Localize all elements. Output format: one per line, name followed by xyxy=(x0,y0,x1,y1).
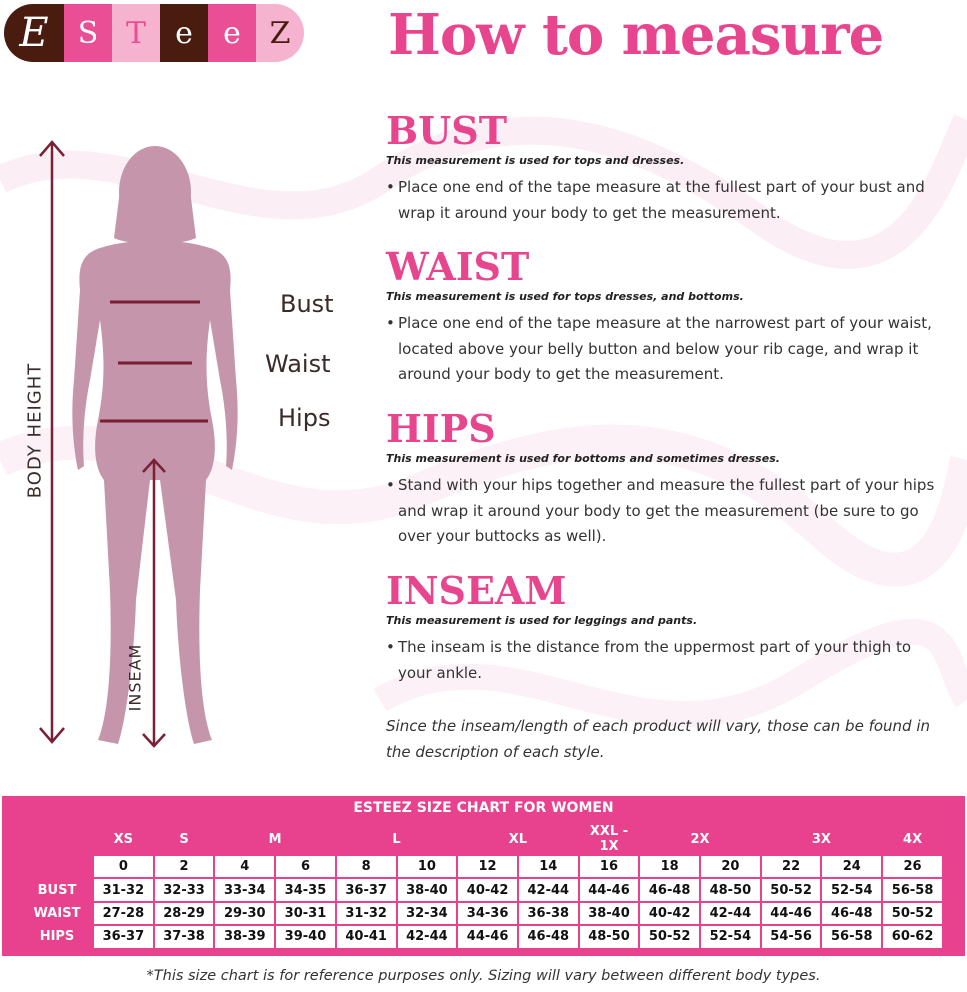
measurement-cell: 44-46 xyxy=(761,902,822,925)
bullet: • xyxy=(386,476,395,494)
logo-letter-t: T xyxy=(112,4,160,62)
numeric-size-cell: 22 xyxy=(761,855,822,878)
bust-label: Bust xyxy=(280,290,334,318)
measurement-cell: 56-58 xyxy=(882,878,943,901)
page-title: How to measure xyxy=(388,2,884,68)
measurement-cell: 28-29 xyxy=(154,902,215,925)
measurement-cell: 46-48 xyxy=(821,902,882,925)
logo-letter-z: Z xyxy=(256,4,304,62)
size-group-row xyxy=(21,823,943,855)
section-title: INSEAM xyxy=(386,568,567,613)
measurement-cell: 32-34 xyxy=(397,902,458,925)
size-group-header: XXL - 1X xyxy=(579,823,640,855)
size-group-header: XL xyxy=(457,823,578,855)
measurement-cell: 44-46 xyxy=(579,878,640,901)
table-row xyxy=(21,925,943,948)
measurement-cell: 30-31 xyxy=(275,902,336,925)
section-body: • The inseam is the distance from the uppermost part of your thigh to your ankle. xyxy=(386,635,946,686)
measurement-cell: 33-34 xyxy=(214,878,275,901)
numeric-size-cell: 26 xyxy=(882,855,943,878)
measurement-cell: 34-36 xyxy=(457,902,518,925)
measurement-cell: 39-40 xyxy=(275,925,336,948)
table-row xyxy=(21,878,943,901)
section-title: BUST xyxy=(386,108,507,153)
measurement-cell: 52-54 xyxy=(700,925,761,948)
bullet: • xyxy=(386,314,395,332)
measurement-cell: 50-52 xyxy=(639,925,700,948)
body-silhouette-figure xyxy=(0,130,360,770)
measurement-cell: 36-37 xyxy=(93,925,154,948)
section-subtitle: This measurement is used for tops and dresses. xyxy=(386,154,685,167)
measurement-cell: 36-38 xyxy=(518,902,579,925)
row-label: HIPS xyxy=(21,925,93,948)
logo-letter-s: S xyxy=(64,4,112,62)
size-table xyxy=(20,822,944,950)
numeric-size-cell: 10 xyxy=(397,855,458,878)
numeric-size-cell: 0 xyxy=(93,855,154,878)
measurement-cell: 38-40 xyxy=(397,878,458,901)
measurement-cell: 38-39 xyxy=(214,925,275,948)
measurement-cell: 40-41 xyxy=(336,925,397,948)
section-subtitle: This measurement is used for bottoms and sometimes dresses. xyxy=(386,452,780,465)
size-group-header: S xyxy=(154,823,215,855)
numeric-size-cell: 4 xyxy=(214,855,275,878)
row-label: WAIST xyxy=(21,902,93,925)
footnote: *This size chart is for reference purposes only. Sizing will vary between different body types. xyxy=(146,968,821,984)
hips-label: Hips xyxy=(278,404,331,432)
section-body: • Place one end of the tape measure at the narrowest part of your waist, located above your belly button and below your rib cage, and wrap it around your body to get the measurement. xyxy=(386,311,946,388)
inseam-section xyxy=(386,570,946,686)
measurement-cell: 37-38 xyxy=(154,925,215,948)
measurement-cell: 50-52 xyxy=(882,902,943,925)
numeric-size-cell: 8 xyxy=(336,855,397,878)
section-subtitle: This measurement is used for leggings and pants. xyxy=(386,614,698,627)
measurement-cell: 60-62 xyxy=(882,925,943,948)
row-label: BUST xyxy=(21,878,93,901)
table-row xyxy=(21,902,943,925)
numeric-size-cell: 20 xyxy=(700,855,761,878)
waist-label: Waist xyxy=(265,350,331,378)
measurement-cell: 46-48 xyxy=(518,925,579,948)
logo-letter-e3: e xyxy=(208,4,256,62)
numeric-size-cell: 16 xyxy=(579,855,640,878)
measurement-cell: 32-33 xyxy=(154,878,215,901)
size-group-header: 4X xyxy=(882,823,943,855)
measurement-cell: 40-42 xyxy=(639,902,700,925)
size-group-header: 3X xyxy=(761,823,882,855)
logo-letter-e2: e xyxy=(160,4,208,62)
measurement-cell: 52-54 xyxy=(821,878,882,901)
size-group-header: M xyxy=(214,823,335,855)
measurement-cell: 31-32 xyxy=(93,878,154,901)
measurement-cell: 50-52 xyxy=(761,878,822,901)
measurement-cell: 40-42 xyxy=(457,878,518,901)
inseam-label: INSEAM xyxy=(125,643,145,712)
measurement-cell: 48-50 xyxy=(700,878,761,901)
measurement-cell: 48-50 xyxy=(579,925,640,948)
size-chart-title: ESTEEZ SIZE CHART FOR WOMEN xyxy=(353,800,614,816)
measurement-cell: 46-48 xyxy=(639,878,700,901)
esteez-logo[interactable] xyxy=(4,4,304,62)
measurement-cell: 54-56 xyxy=(761,925,822,948)
section-body: • Stand with your hips together and measure the fullest part of your hips and wrap it around your body to get the measurement (be sure to go over your buttocks as well). xyxy=(386,473,946,550)
section-title: WAIST xyxy=(386,244,530,289)
section-body: • Place one end of the tape measure at the fullest part of your bust and wrap it around your body to get the measurement. xyxy=(386,175,946,226)
bust-section xyxy=(386,110,946,226)
bullet: • xyxy=(386,178,395,196)
numeric-size-row xyxy=(21,855,943,878)
hips-section xyxy=(386,408,946,550)
measurement-cell: 42-44 xyxy=(397,925,458,948)
measurement-cell: 42-44 xyxy=(518,878,579,901)
numeric-size-cell: 18 xyxy=(639,855,700,878)
section-title: HIPS xyxy=(386,406,496,451)
measurement-cell: 36-37 xyxy=(336,878,397,901)
bullet: • xyxy=(386,638,395,656)
size-group-header: 2X xyxy=(639,823,760,855)
table-corner xyxy=(21,823,93,855)
logo-letter-e: E xyxy=(4,4,64,62)
inseam-note: Since the inseam/length of each product will vary, those can be found in the description of each style. xyxy=(386,717,931,761)
size-group-header: L xyxy=(336,823,457,855)
measurement-cell: 44-46 xyxy=(457,925,518,948)
numeric-size-cell: 14 xyxy=(518,855,579,878)
numeric-size-cell: 6 xyxy=(275,855,336,878)
waist-section xyxy=(386,246,946,388)
measurement-cell: 27-28 xyxy=(93,902,154,925)
measurement-cell: 42-44 xyxy=(700,902,761,925)
table-corner xyxy=(21,855,93,878)
numeric-size-cell: 2 xyxy=(154,855,215,878)
measurement-cell: 38-40 xyxy=(579,902,640,925)
measurement-cell: 56-58 xyxy=(821,925,882,948)
body-height-label: BODY HEIGHT xyxy=(24,362,46,499)
size-group-header: XS xyxy=(93,823,154,855)
measurement-cell: 31-32 xyxy=(336,902,397,925)
measurement-cell: 29-30 xyxy=(214,902,275,925)
section-subtitle: This measurement is used for tops dresses, and bottoms. xyxy=(386,290,744,303)
measurement-cell: 34-35 xyxy=(275,878,336,901)
size-chart xyxy=(2,796,965,956)
numeric-size-cell: 12 xyxy=(457,855,518,878)
numeric-size-cell: 24 xyxy=(821,855,882,878)
